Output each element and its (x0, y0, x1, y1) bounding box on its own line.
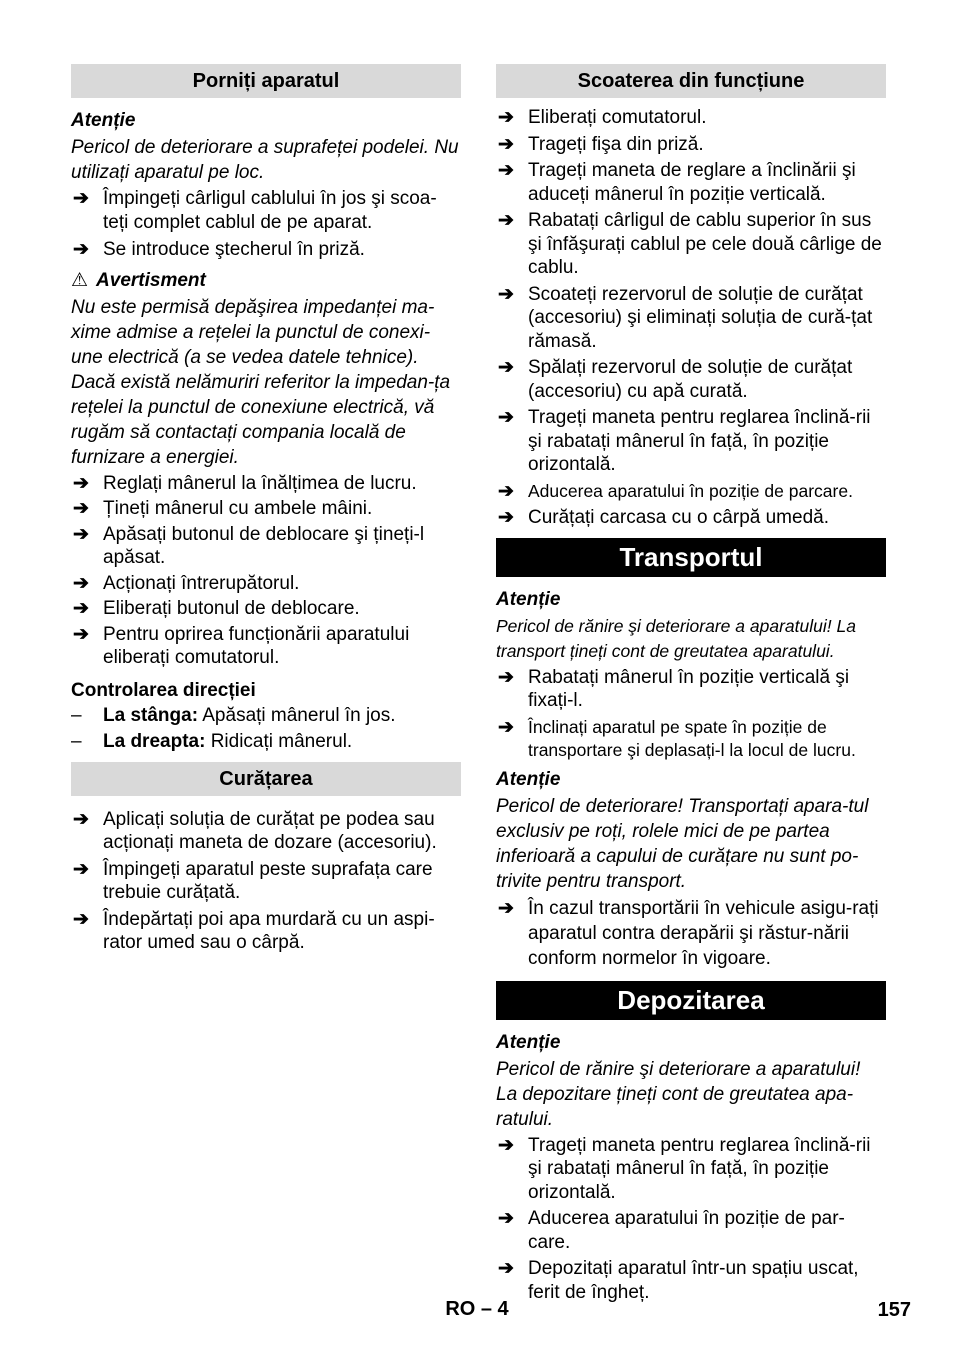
list-item: ➔ Îndepărtați poi apa murdară cu un aspi-rator umed sau o cârpă. (73, 908, 435, 953)
steps-list (71, 808, 461, 955)
list-item: ➔ În cazul transportării în vehicule asigu-rați aparatul contra derapării şi răstur-nării conform normelor în vigoare. (498, 897, 879, 969)
direction-list (71, 703, 461, 754)
subheading-direction: Controlarea direcției (71, 679, 256, 701)
list-item: ➔ Scoateți rezervorul de soluție de curățat (accesoriu) şi eliminați soluția de cură-țat rămasă. (498, 283, 873, 352)
arrow-right-icon: ➔ (498, 283, 514, 305)
caution-text: Pericol de rănire şi deteriorare a aparatului! La transport țineți cont de greutatea aparatului. (496, 615, 856, 661)
list-item: ➔ Apăsați butonul de deblocare şi țineți-l apăsat. (73, 523, 425, 568)
chapter-heading-transportul: Transportul (496, 538, 886, 577)
arrow-right-icon: ➔ (498, 666, 514, 688)
list-item: ➔ Rabatați mânerul în poziție verticală şi fixați-l. (498, 666, 850, 711)
steps-list (496, 666, 886, 763)
arrow-right-icon: ➔ (498, 1258, 514, 1279)
page-number: 157 (877, 1299, 911, 1321)
warning-text: Nu este permisă depăşirea impedanței ma-xime admise a rețelei la punctul de conexi-une electrică (a se vedea datele tehnice). Dacă există nelămuriri referitor la impedan-ța rețelei la punctul de conexiune electrică, vă rugăm să contactați compania locală de furnizare a energiei. (71, 296, 451, 468)
chapter-heading-depozitarea: Depozitarea (496, 981, 886, 1020)
caution-label: Atenție (496, 768, 561, 790)
list-item: ➔ Trageți maneta pentru reglarea înclină-rii şi rabatați mânerul în față, în poziție orizontală. (498, 407, 871, 475)
list-item: ➔ Acționați întrerupătorul. (73, 572, 300, 594)
arrow-right-icon: ➔ (498, 507, 514, 528)
right-column (496, 64, 886, 1304)
arrow-right-icon: ➔ (498, 480, 514, 502)
section-heading-porniti: Porniți aparatul (71, 64, 461, 98)
arrow-right-icon: ➔ (498, 1208, 514, 1229)
list-item: ➔ Se introduce ştecherul în priză. (73, 239, 365, 260)
list-item: ➔ Aducerea aparatului în poziție de parcare. (498, 480, 853, 502)
caution-text: Pericol de deteriorare a suprafeței podelei. Nu utilizați aparatul pe loc. (71, 137, 459, 183)
left-column (71, 64, 461, 955)
arrow-right-icon: ➔ (498, 897, 514, 919)
steps-list (71, 472, 461, 670)
footer-section-label: RO – 4 (445, 1298, 509, 1320)
caution-label: Atenție (496, 1031, 561, 1053)
arrow-right-icon: ➔ (73, 239, 89, 260)
list-item: – La dreapta: Ridicați mânerul. (71, 730, 353, 752)
list-item: ➔ Împingeți aparatul peste suprafața care trebuie curățată. (73, 858, 433, 903)
arrow-right-icon: ➔ (73, 908, 89, 930)
steps-list (496, 896, 886, 971)
list-item: ➔ Aducerea aparatului în poziție de par-care. (498, 1208, 845, 1253)
list-item: ➔ Aplicați soluția de curățat pe podea sau acționați maneta de dozare (accesoriu). (73, 808, 437, 853)
section-heading-curatarea: Curățarea (71, 762, 461, 796)
warning-triangle-icon: ⚠ (71, 269, 89, 291)
arrow-right-icon: ➔ (498, 357, 514, 378)
arrow-right-icon: ➔ (498, 1134, 514, 1156)
arrow-right-icon: ➔ (498, 210, 514, 231)
arrow-right-icon: ➔ (498, 133, 514, 155)
arrow-right-icon: ➔ (498, 716, 514, 738)
section-heading-scoaterea: Scoaterea din funcțiune (496, 64, 886, 98)
list-item: ➔ Pentru oprirea funcționării aparatului eliberați comutatorul. (73, 623, 410, 668)
steps-list (496, 106, 886, 530)
arrow-right-icon: ➔ (73, 572, 89, 594)
arrow-right-icon: ➔ (498, 160, 514, 181)
caution-label: Atenție (71, 110, 136, 131)
arrow-right-icon: ➔ (73, 188, 89, 209)
list-item: ➔ Eliberați comutatorul. (498, 107, 707, 128)
arrow-right-icon: ➔ (73, 858, 89, 880)
steps-list (71, 187, 461, 262)
list-item: ➔ Depozitați aparatul într-un spațiu uscat, ferit de îngheț. (498, 1258, 859, 1303)
arrow-right-icon: ➔ (73, 472, 89, 494)
arrow-right-icon: ➔ (498, 407, 514, 428)
list-item: ➔ Reglați mânerul la înălțimea de lucru. (73, 472, 417, 494)
arrow-right-icon: ➔ (73, 523, 89, 545)
arrow-right-icon: ➔ (73, 598, 89, 619)
list-item: ➔ Înclinați aparatul pe spate în poziție de transportare şi deplasați-l la locul de lucru. (498, 716, 856, 760)
caution-label: Atenție (496, 588, 561, 610)
caution-text: Pericol de deteriorare! Transportați apara-tul exclusiv pe roți, rolele mici de pe partea inferioară a capului de curățare nu sunt po-trivite pentru transport. (496, 795, 869, 892)
arrow-right-icon: ➔ (73, 498, 89, 519)
caution-text: Pericol de rănire şi deteriorare a aparatului! La depozitare țineți cont de greutatea apa-ratului. (496, 1058, 861, 1130)
list-item: ➔ Trageți maneta de reglare a înclinării şi aduceți mânerul în poziție verticală. (498, 160, 856, 205)
list-item: ➔ Trageți fişa din priză. (498, 133, 704, 155)
list-item: ➔ Rabatați cârligul de cablu superior în sus şi înfăşurați cablul pe cele două cârlige de cablu. (498, 210, 882, 278)
arrow-right-icon: ➔ (73, 623, 89, 645)
arrow-right-icon: ➔ (73, 808, 89, 830)
list-item: ➔ Împingeți cârligul cablului în jos şi scoa-teți complet cablul de pe aparat. (73, 188, 437, 233)
arrow-right-icon: ➔ (498, 107, 514, 128)
steps-list (496, 1134, 886, 1305)
list-item: ➔ Curățați carcasa cu o cârpă umedă. (498, 507, 829, 528)
list-item: ➔ Eliberați butonul de deblocare. (73, 598, 360, 619)
list-item: – La stânga: Apăsați mânerul în jos. (71, 704, 396, 726)
list-item: ➔ Țineți mânerul cu ambele mâini. (73, 498, 373, 519)
list-item: ➔ Spălați rezervorul de soluție de curățat (accesoriu) cu apă curată. (498, 357, 853, 402)
warning-label: ⚠ Avertisment (71, 269, 206, 291)
list-item: ➔ Trageți maneta pentru reglarea înclină-rii şi rabatați mânerul în față, în poziție orizontală. (498, 1134, 871, 1203)
